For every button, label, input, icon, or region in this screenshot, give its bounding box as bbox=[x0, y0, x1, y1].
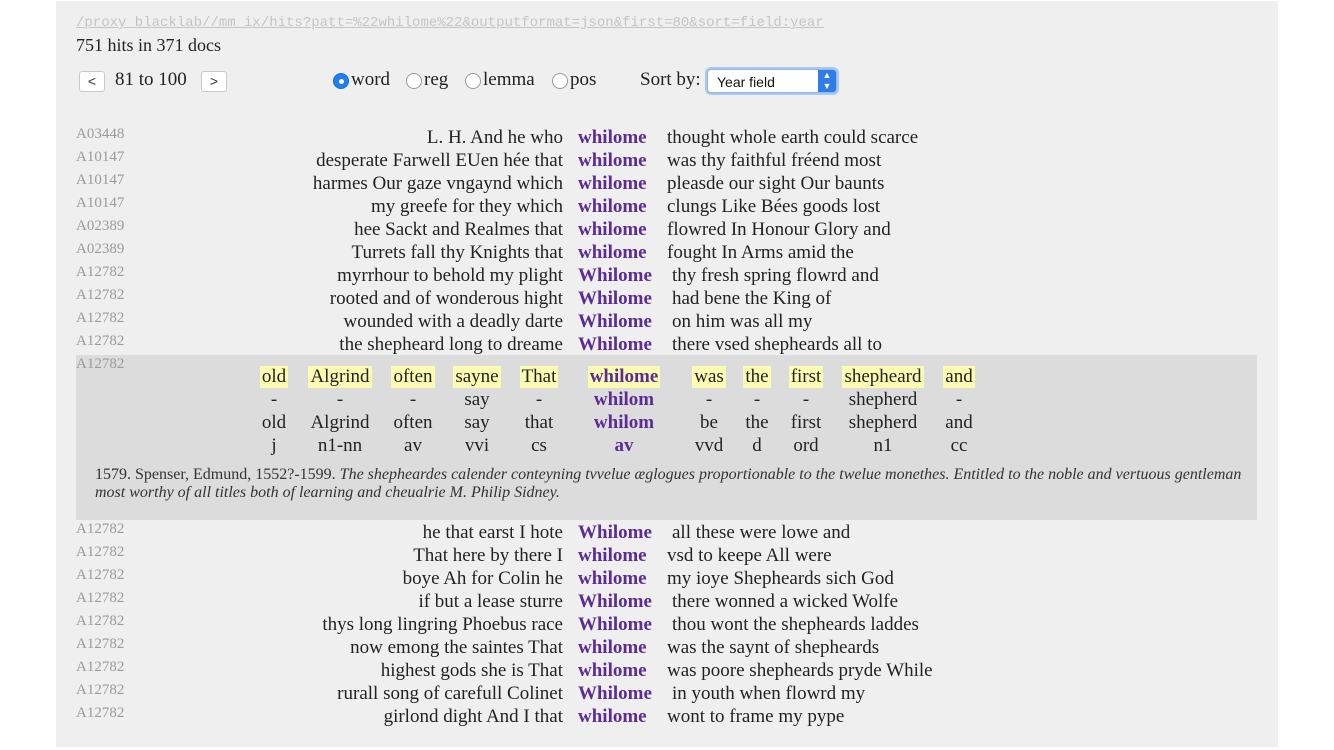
right-context: thought whole earth could scarce bbox=[667, 127, 919, 148]
token-word: old bbox=[261, 366, 287, 387]
right-context: thy fresh spring flowrd and bbox=[672, 265, 879, 286]
token-pos: ord bbox=[793, 435, 819, 456]
hit-row[interactable] bbox=[56, 521, 1278, 544]
doc-id: A12782 bbox=[76, 356, 125, 372]
hit-word[interactable]: Whilome bbox=[578, 288, 652, 309]
hit-word[interactable]: whilome bbox=[578, 545, 647, 566]
sort-label: Sort by: bbox=[640, 69, 701, 90]
token-word: whilome bbox=[589, 366, 659, 387]
hit-row[interactable] bbox=[56, 567, 1278, 590]
hit-row[interactable] bbox=[56, 287, 1278, 310]
right-context: was the saynt of shepheards bbox=[667, 637, 880, 658]
doc-id: A10147 bbox=[76, 172, 125, 188]
token-pos: cs bbox=[531, 435, 547, 456]
hit-word[interactable]: whilome bbox=[578, 219, 647, 240]
hit-row[interactable] bbox=[56, 613, 1278, 636]
left-context: boye Ah for Colin he bbox=[402, 568, 563, 589]
token-pos: av bbox=[404, 435, 422, 456]
left-context: rurall song of carefull Colinet bbox=[337, 683, 563, 704]
hit-word[interactable]: whilome bbox=[578, 568, 647, 589]
hit-row[interactable] bbox=[56, 264, 1278, 287]
doc-id: A12782 bbox=[76, 705, 125, 721]
citation-prefix: 1579. Spenser, Edmund, 1552?-1599. bbox=[95, 466, 336, 483]
doc-id: A12782 bbox=[76, 310, 125, 326]
hit-word[interactable]: Whilome bbox=[578, 334, 652, 355]
left-context: the shepheard long to dreame bbox=[339, 334, 563, 355]
view-option-lemma[interactable] bbox=[465, 69, 535, 91]
token-reg: - bbox=[753, 389, 761, 410]
right-context: pleasde our sight Our baunts bbox=[667, 173, 885, 194]
citation-title: The shepheardes calender conteyning tvvelue æglogues proportionable to the twelue monethes. Entitled to the noble and vertuous gentleman most worthy of all titles both of learning and cheualrie M. Philip Sidney. bbox=[95, 466, 1242, 501]
hit-row[interactable] bbox=[56, 705, 1278, 728]
view-option-label: reg bbox=[424, 69, 449, 90]
token-pos: vvi bbox=[464, 435, 490, 456]
left-context: my greefe for they which bbox=[370, 196, 563, 217]
right-context: was poore shepheards pryde While bbox=[667, 660, 933, 681]
right-context: clungs Like Bées goods lost bbox=[667, 196, 881, 217]
token-reg: shepherd bbox=[848, 389, 918, 410]
hit-row[interactable] bbox=[56, 333, 1278, 356]
prev-page-button[interactable]: < bbox=[79, 71, 105, 92]
token-lemma: shepherd bbox=[848, 412, 918, 433]
token-word: the bbox=[745, 366, 769, 387]
token-reg: whilom bbox=[593, 389, 655, 410]
hit-word[interactable]: whilome bbox=[578, 706, 647, 727]
hit-word[interactable]: whilome bbox=[578, 173, 647, 194]
hit-row[interactable] bbox=[56, 636, 1278, 659]
left-context: he that earst I hote bbox=[422, 522, 563, 543]
token-reg: - bbox=[802, 389, 810, 410]
right-context: my ioye Shepheards sich God bbox=[667, 568, 894, 589]
sort-select[interactable] bbox=[707, 69, 837, 93]
doc-id: A12782 bbox=[76, 333, 125, 349]
hit-row[interactable] bbox=[56, 659, 1278, 682]
query-url-link[interactable]: /proxy_blacklab//mm_ix/hits?patt=%22whilome%22&outputformat=json&first=80&sort=field:year bbox=[76, 15, 824, 31]
right-context: fought In Arms amid the bbox=[667, 242, 854, 263]
token-reg: - bbox=[705, 389, 713, 410]
hit-word[interactable]: Whilome bbox=[578, 683, 652, 704]
select-arrows-icon: ▲ ▼ bbox=[818, 70, 836, 92]
token-lemma: whilom bbox=[593, 412, 655, 433]
token-lemma: and bbox=[945, 412, 973, 433]
token-column bbox=[899, 365, 1019, 457]
left-context: now emong the saintes That bbox=[350, 637, 563, 658]
token-word: Algrind bbox=[310, 366, 370, 387]
left-context: hee Sackt and Realmes that bbox=[354, 219, 563, 240]
doc-id: A12782 bbox=[76, 521, 125, 537]
doc-id: A12782 bbox=[76, 613, 125, 629]
token-word: shepheard bbox=[844, 366, 922, 387]
left-context: myrrhour to behold my plight bbox=[337, 265, 563, 286]
hit-word[interactable]: whilome bbox=[578, 127, 647, 148]
token-pos: d bbox=[752, 435, 762, 456]
token-word: was bbox=[694, 366, 724, 387]
left-context: Turrets fall thy Knights that bbox=[351, 242, 563, 263]
hit-word[interactable]: Whilome bbox=[578, 311, 652, 332]
doc-id: A12782 bbox=[76, 659, 125, 675]
token-pos: vvd bbox=[694, 435, 724, 456]
right-context: there vsed shepheards all to bbox=[672, 334, 882, 355]
results-panel bbox=[56, 1, 1278, 747]
doc-id: A10147 bbox=[76, 195, 125, 211]
left-context: highest gods she is That bbox=[380, 660, 563, 681]
right-context: was thy faithful fréend most bbox=[667, 150, 882, 171]
radio-pos[interactable] bbox=[552, 73, 568, 89]
hit-word[interactable]: Whilome bbox=[578, 265, 652, 286]
token-word: often bbox=[393, 366, 433, 387]
doc-id: A12782 bbox=[76, 264, 125, 280]
token-word: and bbox=[945, 366, 973, 387]
left-context: That here by there I bbox=[413, 545, 563, 566]
view-option-reg[interactable] bbox=[406, 69, 448, 91]
token-lemma: often bbox=[393, 412, 433, 433]
right-context: all these were lowe and bbox=[672, 522, 851, 543]
token-pos: cc bbox=[950, 435, 968, 456]
doc-id: A12782 bbox=[76, 636, 125, 652]
token-word: sayne bbox=[455, 366, 499, 387]
doc-id: A02389 bbox=[76, 241, 125, 257]
hit-row[interactable] bbox=[56, 590, 1278, 613]
right-context: flowred In Honour Glory and bbox=[667, 219, 891, 240]
radio-reg[interactable] bbox=[406, 73, 422, 89]
sort-select-value: Year field bbox=[717, 74, 775, 90]
view-option-label: lemma bbox=[483, 69, 535, 90]
hit-row[interactable] bbox=[56, 149, 1278, 172]
token-lemma: old bbox=[261, 412, 287, 433]
right-context: there wonned a wicked Wolfe bbox=[672, 591, 899, 612]
doc-id: A12782 bbox=[76, 544, 125, 560]
left-context: rooted and of wonderous hight bbox=[329, 288, 563, 309]
hit-row[interactable] bbox=[56, 172, 1278, 195]
doc-id: A10147 bbox=[76, 149, 125, 165]
view-option-label: pos bbox=[570, 69, 597, 90]
left-context: harmes Our gaze vngaynd which bbox=[312, 173, 563, 194]
right-context: on him was all my bbox=[672, 311, 813, 332]
token-reg: - bbox=[336, 389, 344, 410]
hit-row[interactable] bbox=[56, 195, 1278, 218]
token-lemma: the bbox=[745, 412, 769, 433]
view-option-label: word bbox=[351, 69, 391, 90]
left-context: thys long lingring Phoebus race bbox=[322, 614, 563, 635]
left-context: L. H. And he who bbox=[426, 127, 563, 148]
right-context: wont to frame my pype bbox=[667, 706, 845, 727]
token-pos: n1 bbox=[873, 435, 893, 456]
hit-word[interactable]: whilome bbox=[578, 637, 647, 658]
hit-row[interactable] bbox=[56, 241, 1278, 264]
token-lemma: that bbox=[524, 412, 554, 433]
expanded-hit[interactable] bbox=[76, 355, 1257, 520]
hit-row[interactable] bbox=[56, 310, 1278, 333]
left-context: if but a lease sturre bbox=[418, 591, 563, 612]
hit-word[interactable]: Whilome bbox=[578, 522, 652, 543]
radio-lemma[interactable] bbox=[465, 73, 481, 89]
hit-word[interactable]: Whilome bbox=[578, 591, 652, 612]
right-context: had bene the King of bbox=[672, 288, 832, 309]
right-context: thou wont the shepheards laddes bbox=[672, 614, 919, 635]
doc-id: A12782 bbox=[76, 682, 125, 698]
view-option-word[interactable] bbox=[333, 69, 390, 91]
token-word: first bbox=[790, 366, 822, 387]
token-reg: say bbox=[464, 389, 490, 410]
next-page-button[interactable]: > bbox=[201, 71, 227, 92]
right-context: in youth when flowrd my bbox=[672, 683, 866, 704]
token-lemma: Algrind bbox=[310, 412, 370, 433]
token-reg: - bbox=[955, 389, 963, 410]
token-pos: av bbox=[614, 435, 634, 456]
token-pos: j bbox=[271, 435, 277, 456]
left-context: girlond dight And I that bbox=[383, 706, 563, 727]
token-word: That bbox=[521, 366, 557, 387]
right-context: vsd to keepe All were bbox=[667, 545, 832, 566]
hit-word[interactable]: whilome bbox=[578, 196, 647, 217]
token-lemma: be bbox=[700, 412, 718, 433]
token-reg: - bbox=[535, 389, 543, 410]
doc-id: A12782 bbox=[76, 287, 125, 303]
doc-id: A03448 bbox=[76, 126, 125, 142]
doc-id: A12782 bbox=[76, 590, 125, 606]
hit-row[interactable] bbox=[56, 544, 1278, 567]
hits-summary: 751 hits in 371 docs bbox=[76, 35, 222, 55]
hit-word[interactable]: Whilome bbox=[578, 614, 652, 635]
hit-row[interactable] bbox=[56, 126, 1278, 149]
hit-word[interactable]: whilome bbox=[578, 242, 647, 263]
hit-row[interactable] bbox=[56, 218, 1278, 241]
token-pos: n1-nn bbox=[317, 435, 363, 456]
token-lemma: say bbox=[464, 412, 490, 433]
hit-row[interactable] bbox=[56, 682, 1278, 705]
hit-word[interactable]: whilome bbox=[578, 150, 647, 171]
citation bbox=[95, 466, 1245, 502]
token-reg: - bbox=[270, 389, 278, 410]
radio-word[interactable] bbox=[333, 73, 349, 89]
page-range: 81 to 100 bbox=[115, 69, 187, 90]
token-lemma: first bbox=[790, 412, 822, 433]
left-context: desperate Farwell EUen hée that bbox=[316, 150, 563, 171]
hit-word[interactable]: whilome bbox=[578, 660, 647, 681]
view-option-pos[interactable] bbox=[552, 69, 596, 91]
doc-id: A12782 bbox=[76, 567, 125, 583]
doc-id: A02389 bbox=[76, 218, 125, 234]
token-reg: - bbox=[409, 389, 417, 410]
left-context: wounded with a deadly darte bbox=[343, 311, 563, 332]
